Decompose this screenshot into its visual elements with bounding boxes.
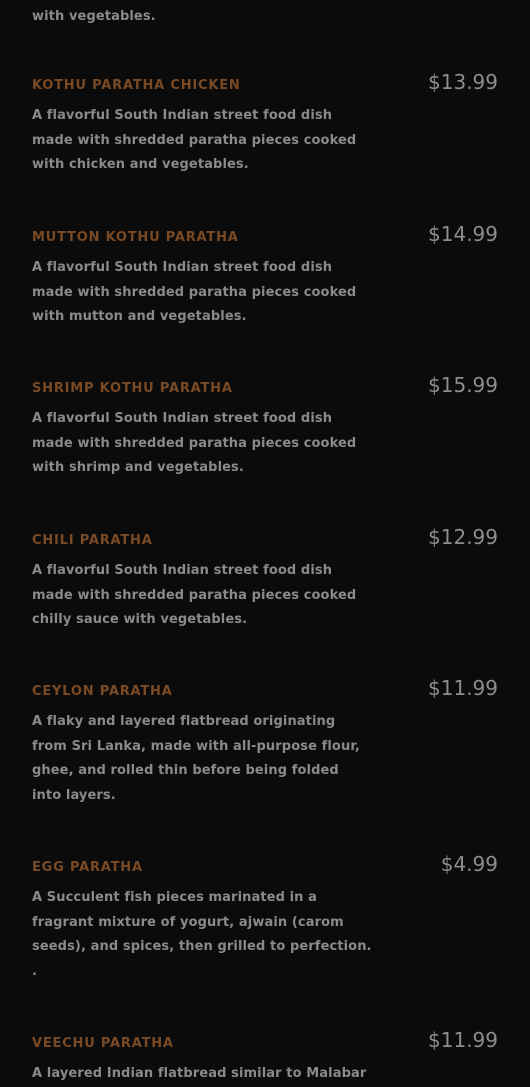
menu-item-price: $14.99 — [428, 222, 498, 246]
menu-item-description: A flavorful South Indian street food dish made with shredded paratha pieces cooked with chicken and vegetables. — [32, 108, 357, 172]
menu-item-name: VEECHU PARATHA — [32, 1036, 174, 1051]
menu-item-name: SHRIMP KOTHU PARATHA — [32, 381, 233, 396]
menu-item-price: $4.99 — [440, 852, 498, 876]
previous-item-description-fragment: with vegetables. — [32, 9, 156, 24]
menu-item-name: EGG PARATHA — [32, 860, 143, 875]
menu-item-price: $15.99 — [428, 373, 498, 397]
menu-item-name: KOTHU PARATHA CHICKEN — [32, 78, 241, 93]
menu-item-price: $12.99 — [428, 525, 498, 549]
menu-item-price: $13.99 — [428, 70, 498, 94]
menu-item-description: A flavorful South Indian street food dish made with shredded paratha pieces cooked with shrimp and vegetables. — [32, 411, 357, 475]
menu-item-name: CHILI PARATHA — [32, 533, 153, 548]
menu-item-description: A layered Indian flatbread similar to Malabar — [32, 1066, 367, 1081]
menu-item-name: MUTTON KOTHU PARATHA — [32, 230, 239, 245]
menu-item-description: A flavorful South Indian street food dish made with shredded paratha pieces cooked with mutton and vegetables. — [32, 260, 357, 324]
menu-item-name: CEYLON PARATHA — [32, 684, 173, 699]
menu-item-price: $11.99 — [428, 1028, 498, 1052]
menu-item-description: A Succulent fish pieces marinated in a fragrant mixture of yogurt, ajwain (carom seeds), and spices, then grilled to perfection. . — [32, 890, 372, 979]
menu-item-price: $11.99 — [428, 676, 498, 700]
menu-item-description: A flavorful South Indian street food dish made with shredded paratha pieces cooked chilly sauce with vegetables. — [32, 563, 357, 627]
menu-item-description: A flaky and layered flatbread originating from Sri Lanka, made with all-purpose flour, ghee, and rolled thin before being folded into layers. — [32, 714, 360, 803]
